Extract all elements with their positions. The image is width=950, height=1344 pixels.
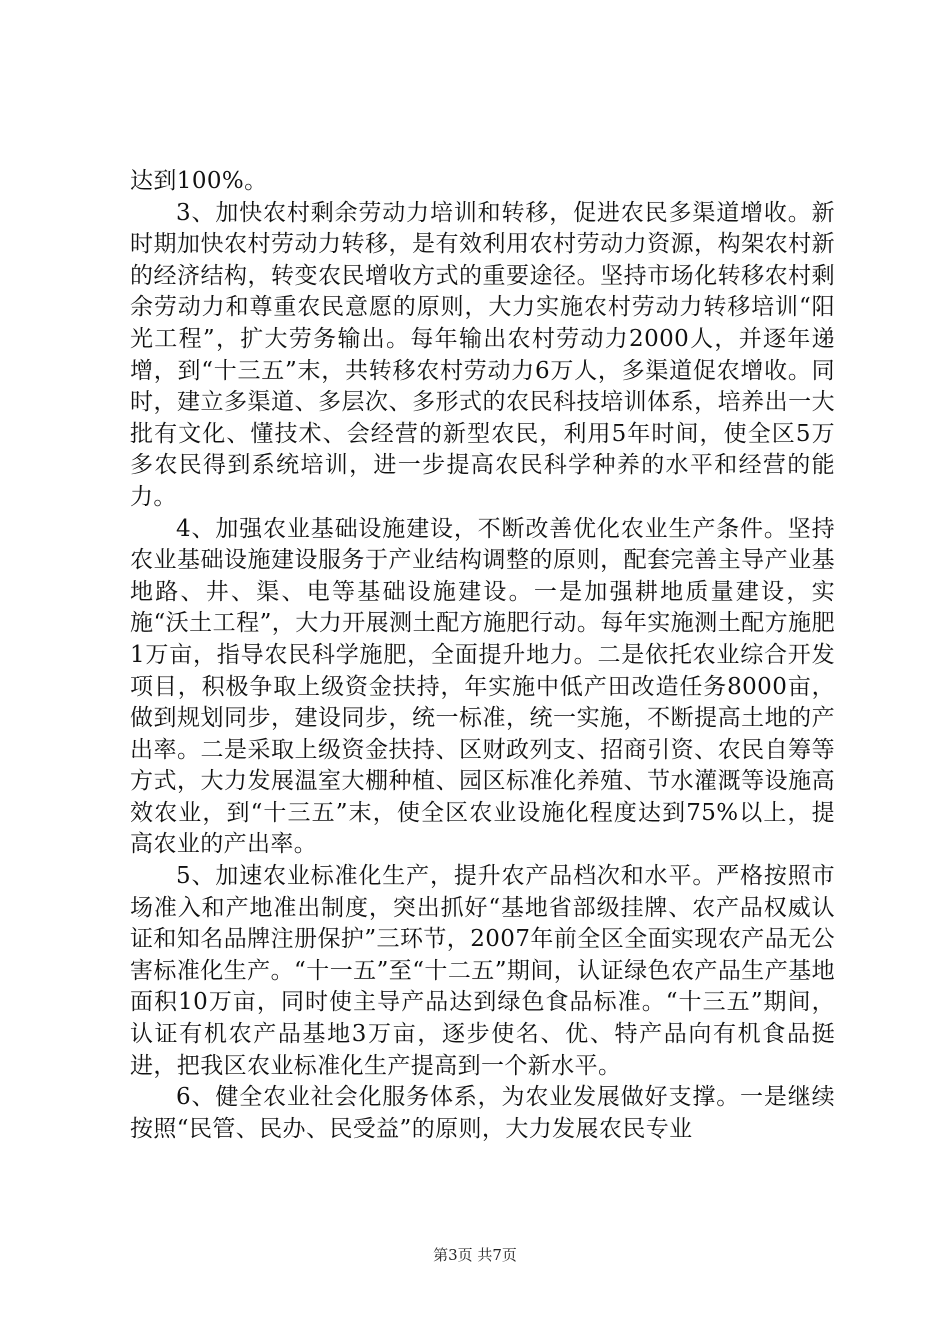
paragraph-labor-transfer: 3、加快农村剩余劳动力培训和转移，促进农民多渠道增收。新时期加快农村劳动力转移，是有效利用农村劳动力资源，构架农村新的经济结构，转变农民增收方式的重要途径。坚持市场化转移农村剩余劳动力和尊重农民意愿的原则，大力实施农村劳动力转移培训“阳光工程”，扩大劳务输出。每年输出农村劳动力2000人，并逐年递增，到“十三五”末，共转移农村劳动力6万人，多渠道促农增收。同时，建立多渠道、多层次、多形式的农民科技培训体系，培养出一大批有文化、懂技术、会经营的新型农民，利用5年时间，使全区5万多农民得到系统培训，进一步提高农民科学种养的水平和经营的能力。	[130, 199, 835, 510]
paragraph-infrastructure: 4、加强农业基础设施建设，不断改善优化农业生产条件。坚持农业基础设施建设服务于产业结构调整的原则，配套完善主导产业基地路、井、渠、电等基础设施建设。一是加强耕地质量建设，实施“沃土工程”，大力开展测土配方施肥行动。每年实施测土配方施肥1万亩，指导农民科学施肥，全面提升地力。二是依托农业综合开发项目，积极争取上级资金扶持，年实施中低产田改造任务8000亩，做到规划同步，建设同步，统一标准，统一实施，不断提高土地的产出率。二是采取上级资金扶持、区财政列支、招商引资、农民自筹等方式，大力发展温室大棚种植、园区标准化养殖、节水灌溉等设施高效农业，到“十三五”末，使全区农业设施化程度达到75%以上，提高农业的产出率。	[130, 515, 835, 858]
paragraph-standardization: 5、加速农业标准化生产，提升农产品档次和水平。严格按照市场准入和产地准出制度，突出抓好“基地省部级挂牌、农产品权威认证和知名品牌注册保护”三环节，2007年前全区全面实现农产品无公害标准化生产。“十一五”至“十二五”期间，认证绿色农产品生产基地面积10万亩，同时使主导产品达到绿色食品标准。“十三五”期间，认证有机农产品基地3万亩，逐步使名、优、特产品向有机食品挺进，把我区农业标准化生产提高到一个新水平。	[130, 863, 835, 1079]
paragraph-continuation: 达到100%。	[130, 168, 268, 194]
paragraph-service-system: 6、健全农业社会化服务体系，为农业发展做好支撑。一是继续按照“民管、民办、民受益”的原则，大力发展农民专业	[130, 1084, 835, 1142]
page-footer: 第3页 共7页	[433, 1246, 517, 1264]
document-body	[130, 166, 835, 1145]
